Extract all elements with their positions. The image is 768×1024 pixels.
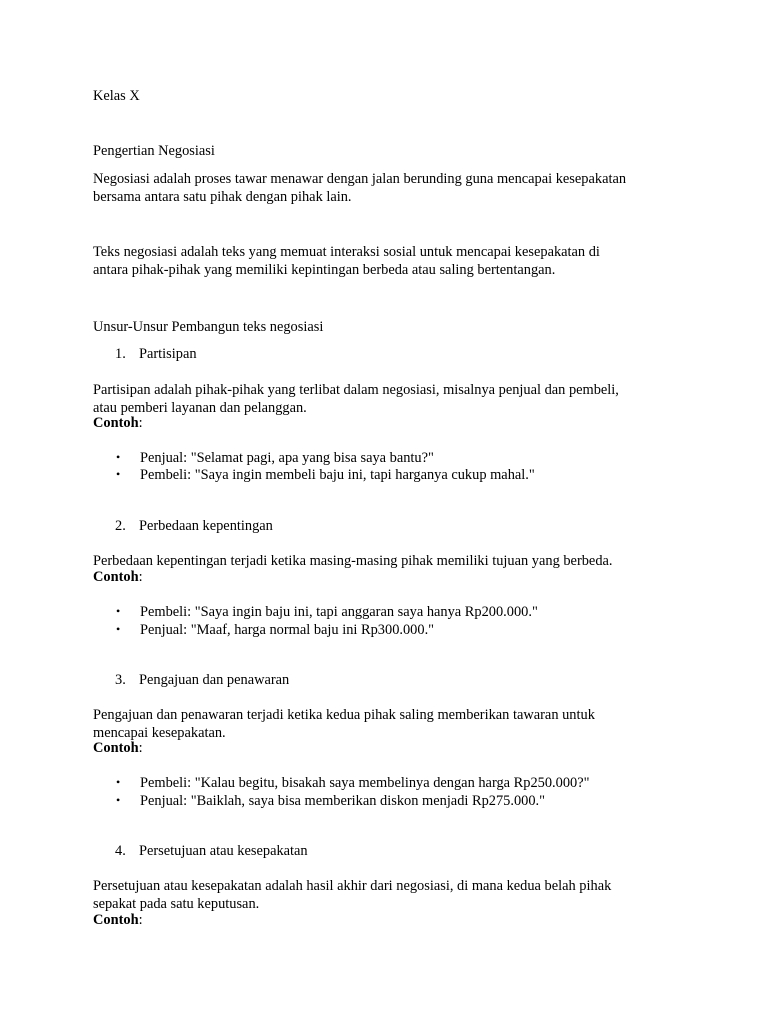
example-label	[93, 569, 143, 586]
item-description	[93, 707, 683, 742]
definition-paragraph	[93, 171, 683, 206]
numbered-item	[115, 843, 308, 860]
example-text: Pembeli: "Saya ingin membeli baju ini, tapi harganya cukup mahal."	[140, 467, 535, 483]
example-text: Penjual: "Maaf, harga normal baju ini Rp300.000."	[140, 622, 435, 638]
example-text: Pembeli: "Kalau begitu, bisakah saya membelinya dengan harga Rp250.000?"	[140, 775, 590, 791]
item-title: Perbedaan kepentingan	[139, 518, 273, 534]
paragraph-line: Pengajuan dan penawaran terjadi ketika kedua pihak saling memberikan tawaran untuk	[93, 707, 595, 723]
colon: :	[138, 415, 143, 431]
paragraph-line: sepakat pada satu keputusan.	[93, 895, 260, 912]
contoh-label: Contoh	[93, 912, 139, 928]
bullet-icon: •	[116, 450, 121, 464]
paragraph-line: mencapai kesepakatan.	[93, 724, 226, 741]
paragraph-line: Teks negosiasi adalah teks yang memuat interaksi sosial untuk mencapai kesepakatan di	[93, 244, 600, 260]
bullet-icon: •	[116, 467, 121, 481]
contoh-label: Contoh	[93, 415, 139, 431]
numbered-item	[115, 346, 197, 363]
numbered-item	[115, 672, 289, 689]
item-number: 3.	[115, 672, 126, 688]
bullet-icon: •	[116, 775, 121, 789]
class-label: Kelas X	[93, 88, 140, 104]
item-number: 1.	[115, 346, 126, 362]
paragraph-line: antara pihak-pihak yang memiliki kepintingan berbeda atau saling bertentangan.	[93, 261, 556, 278]
bullet-icon: •	[116, 793, 121, 807]
item-title: Persetujuan atau kesepakatan	[139, 843, 308, 859]
paragraph-line: Perbedaan kepentingan terjadi ketika masing-masing pihak memiliki tujuan yang berbeda.	[93, 553, 613, 569]
text-definition-paragraph	[93, 244, 683, 279]
example-text: Penjual: "Selamat pagi, apa yang bisa saya bantu?"	[140, 450, 434, 466]
list-item	[115, 466, 535, 484]
item-description	[93, 878, 683, 913]
list-item	[115, 774, 589, 792]
numbered-item	[115, 518, 273, 535]
example-label	[93, 912, 143, 929]
paragraph-line: Persetujuan atau kesepakatan adalah hasil akhir dari negosiasi, di mana kedua belah pihak	[93, 878, 612, 894]
elements-title: Unsur-Unsur Pembangun teks negosiasi	[93, 319, 324, 335]
item-description	[93, 382, 683, 417]
example-text: Penjual: "Baiklah, saya bisa memberikan diskon menjadi Rp275.000."	[140, 793, 546, 809]
bullet-icon: •	[116, 622, 121, 636]
item-number: 2.	[115, 518, 126, 534]
example-label	[93, 415, 143, 432]
paragraph-line: Negosiasi adalah proses tawar menawar dengan jalan berunding guna mencapai kesepakatan	[93, 171, 627, 187]
example-text: Pembeli: "Saya ingin baju ini, tapi anggaran saya hanya Rp200.000."	[140, 604, 538, 620]
paragraph-line: Partisipan adalah pihak-pihak yang terlibat dalam negosiasi, misalnya penjual dan pembeli,	[93, 382, 619, 398]
colon: :	[138, 569, 143, 585]
colon: :	[138, 912, 143, 928]
paragraph-line: bersama antara satu pihak dengan pihak lain.	[93, 188, 352, 205]
list-item	[115, 792, 545, 810]
item-title: Partisipan	[139, 346, 197, 362]
list-item	[115, 603, 538, 621]
bullet-icon: •	[116, 604, 121, 618]
paragraph-line: atau pemberi layanan dan pelanggan.	[93, 399, 307, 416]
item-title: Pengajuan dan penawaran	[139, 672, 290, 688]
contoh-label: Contoh	[93, 740, 139, 756]
list-item	[115, 449, 434, 467]
item-description	[93, 553, 683, 571]
contoh-label: Contoh	[93, 569, 139, 585]
example-label	[93, 740, 143, 757]
colon: :	[138, 740, 143, 756]
list-item	[115, 621, 434, 639]
item-number: 4.	[115, 843, 126, 859]
section-title: Pengertian Negosiasi	[93, 143, 215, 159]
